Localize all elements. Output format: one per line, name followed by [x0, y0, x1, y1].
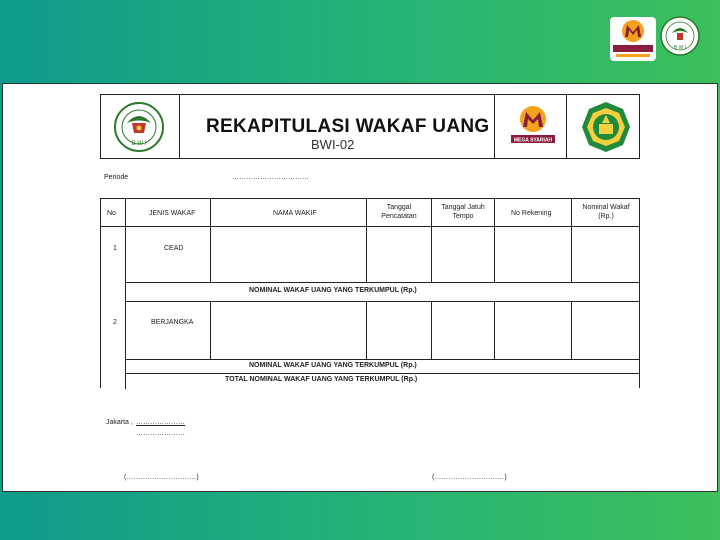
bwi-logo — [113, 101, 165, 158]
page-title: REKAPITULASI WAKAF UANG — [206, 116, 490, 137]
svg-text:B W I: B W I — [131, 141, 147, 147]
document-sheet — [2, 83, 718, 492]
svg-text:MEGA SYARIAH: MEGA SYARIAH — [513, 137, 553, 144]
svg-text:B W I: B W I — [673, 45, 687, 51]
subtotal-2-label: NOMINAL WAKAF UANG YANG TERKUMPUL (Rp.) — [249, 362, 417, 369]
form-code: BWI-02 — [311, 137, 355, 152]
periode-field: …………………………… — [232, 174, 309, 181]
col-jenis-wakaf: JENIS WAKAF — [149, 210, 196, 217]
date-field: ………………… — [136, 419, 185, 426]
row-1-no: 1 — [113, 245, 117, 252]
bwi-logo-top — [660, 15, 700, 59]
subtotal-1-label: NOMINAL WAKAF UANG YANG TERKUMPUL (Rp.) — [249, 287, 417, 294]
row-2-no: 2 — [113, 319, 117, 326]
periode-label: Periode — [104, 174, 129, 181]
signature-left: (…………………………) — [124, 474, 199, 481]
row-2-jenis: BERJANGKA — [151, 319, 194, 326]
form-header — [100, 94, 640, 159]
col-tanggal-pencatatan: Tanggal Pencatatan — [381, 204, 417, 220]
col-nominal-wakaf: Nominal Wakaf (Rp.) — [582, 204, 630, 220]
date-field-2: ………………… — [136, 430, 185, 437]
row-1-jenis: CEAD — [164, 245, 184, 252]
bank-mega-syariah-logo — [508, 103, 558, 156]
signature-right: (…………………………) — [432, 474, 507, 481]
bank-mega-syariah-logo-top — [610, 17, 656, 61]
place-label: Jakarta , — [106, 419, 133, 426]
col-no-rekening: No Rekening — [511, 210, 552, 217]
kemenag-logo — [579, 100, 633, 159]
col-nama-wakif: NAMA WAKIF — [273, 210, 317, 217]
total-label: TOTAL NOMINAL WAKAF UANG YANG TERKUMPUL (Rp.) — [225, 376, 418, 383]
col-no: No — [107, 210, 116, 217]
wakaf-table — [100, 198, 640, 388]
col-tanggal-jatuh-tempo: Tanggal Jatuh Tempo — [441, 204, 485, 220]
